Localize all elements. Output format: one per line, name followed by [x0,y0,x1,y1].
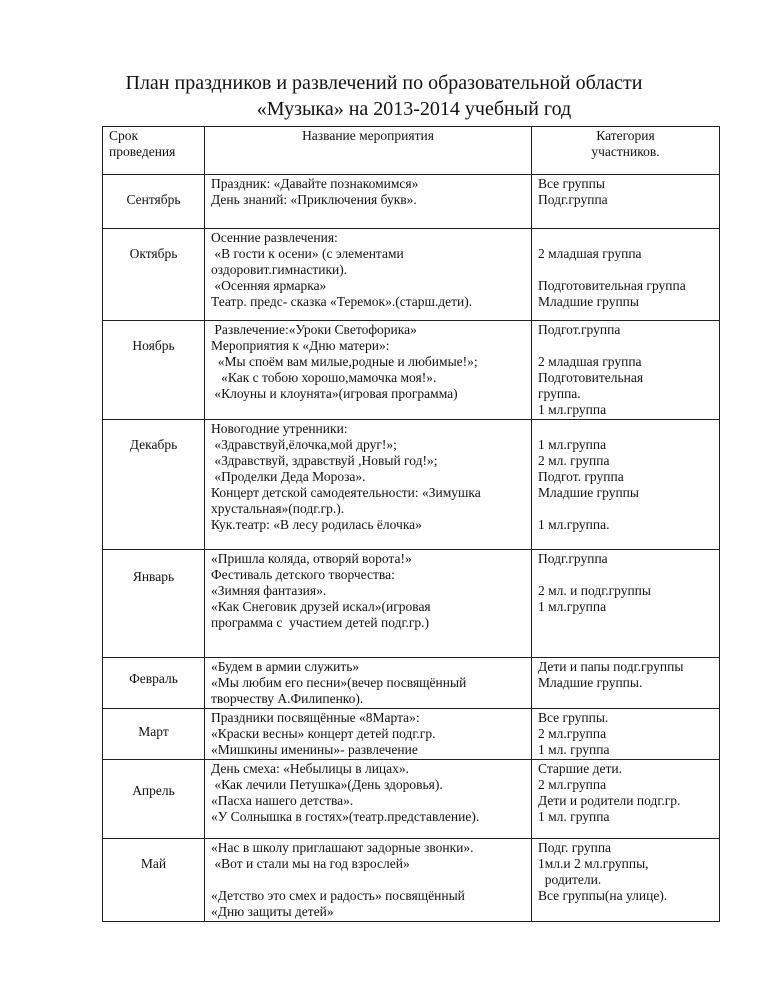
month-label: Сентябрь [126,192,181,207]
event-line: «Мы споём вам милые,родные и любимые!»; [211,354,478,369]
month-label: Декабрь [129,437,178,452]
event-line: «Дню защиты детей» [211,904,334,919]
month-cell [103,550,205,658]
event-line: программа с участием детей подг.гр.) [211,615,430,630]
header-category-line-2: участников. [591,144,660,159]
month-label: Ноябрь [132,338,175,353]
participant-line: 2 младшая группа [538,246,642,261]
table-row [103,175,720,229]
participant-line: родители. [538,872,602,887]
table-row [103,420,720,550]
document-title-line-1: План праздников и развлечений по образовательной области [125,72,643,94]
participants-cell [532,321,720,420]
event-line: Театр. предс- сказка «Теремок».(старш.дети). [211,294,473,309]
event-line: Фестиваль детского творчества: [211,567,395,582]
participant-line: 1 мл.группа [538,402,607,417]
event-line: «Как Снеговик друзей искал»(игровая [211,599,431,614]
event-line: Осенние развлечения: [211,230,338,245]
event-line: «Проделки Деда Мороза». [211,469,366,484]
participant-line: Подгот. группа [538,469,624,484]
event-line: хрустальная»(подг.гр.). [211,501,345,516]
participant-line: Подготовительная [538,370,644,385]
event-line: «Здравствуй,ёлочка,мой друг!»; [211,437,397,452]
table-header-row [103,127,720,175]
participant-line: 2 мл. и подг.группы [538,583,651,598]
header-category-line-1: Категория [596,128,655,143]
header-event-name: Название мероприятия [205,127,532,175]
participant-line: Подг. группа [538,840,612,855]
participant-line: 1 мл.группа [538,437,607,452]
header-term-line-1: Срок [109,128,139,143]
event-line: «Краски весны» концерт детей подг.гр. [211,726,436,741]
event-line: «Зимняя фантазия». [211,583,327,598]
participants-cell [532,839,720,922]
participant-line: 1мл.и 2 мл.группы, [538,856,649,871]
document-title-line-2: «Музыка» на 2013-2014 учебный год [256,98,572,120]
month-cell [103,420,205,550]
event-line: «Вот и стали мы на год взрослей» [211,856,410,871]
participant-line: Старшие дети. [538,761,622,776]
event-line: Праздник: «Давайте познакомимся» [211,176,419,191]
participant-line: Дети и папы подг.группы [538,659,684,674]
participant-line: группа. [538,386,581,401]
month-cell [103,658,205,709]
event-line [211,872,525,888]
participant-line: 1 мл. группа [538,809,610,824]
event-line: Новогодние утренники: [211,421,348,436]
header-term [103,127,205,175]
event-line: «Мы любим его песни»(вечер посвящённый [211,675,467,690]
table-row [103,550,720,658]
participant-line: Младшие группы [538,485,639,500]
participant-line: Подг.группа [538,192,608,207]
event-line: «Осенняя ярмарка» [211,278,327,293]
month-label: Октябрь [129,246,178,261]
event-line: «Как лечили Петушка»(День здоровья). [211,777,443,792]
participant-line: 1 мл. группа [538,742,610,757]
participant-line: 1 мл.группа [538,599,607,614]
participant-line: 2 мл.группа [538,726,607,741]
participant-line: 2 младшая группа [538,354,642,369]
events-cell [205,175,532,229]
header-category [532,127,720,175]
event-line: День знаний: «Приключения букв». [211,192,417,207]
month-cell [103,760,205,839]
participants-cell [532,229,720,321]
event-line: «Будем в армии служить» [211,659,360,674]
events-cell [205,229,532,321]
participant-line: Все группы(на улице). [538,888,668,903]
events-cell [205,550,532,658]
table-row [103,658,720,709]
participant-line: Подгот.группа [538,322,621,337]
participant-line: Все группы. [538,710,609,725]
event-line: Развлечение:«Уроки Светофорика» [211,322,417,337]
month-label: Март [138,724,169,739]
table-row [103,229,720,321]
participant-line [538,230,713,246]
month-label: Февраль [129,671,178,686]
participant-line: Подг.группа [538,551,608,566]
header-term-line-2: проведения [109,144,176,159]
participants-cell [532,550,720,658]
table-row [103,321,720,420]
event-line: творчеству А.Филипенко). [211,691,364,706]
participants-cell [532,658,720,709]
participant-line: 1 мл.группа. [538,517,610,532]
participant-line: Младшие группы. [538,675,643,690]
events-cell [205,658,532,709]
table-row [103,709,720,760]
participant-line: Младшие группы [538,294,639,309]
event-line: «У Солнышка в гостях»(театр.представление). [211,809,480,824]
event-line: «Мишкины именины»- развлечение [211,742,418,757]
month-cell [103,175,205,229]
participant-line [538,262,713,278]
event-line: оздоровит.гимнастики). [211,262,348,277]
participants-cell [532,709,720,760]
participant-line [538,501,713,517]
participants-cell [532,175,720,229]
event-line: «Детство это смех и радость» посвящённый [211,888,465,903]
participant-line: 2 мл.группа [538,777,607,792]
participants-cell [532,420,720,550]
event-line: Праздники посвящённые «8Марта»: [211,710,420,725]
event-line: «Пришла коляда, отворяй ворота!» [211,551,412,566]
participant-line: 2 мл. группа [538,453,610,468]
events-cell [205,760,532,839]
month-label: Январь [132,569,175,584]
event-line: Кук.театр: «В лесу родилась ёлочка» [211,517,422,532]
event-line: «Как с тобою хорошо,мамочка моя!». [211,370,437,385]
event-line: «Здравствуй, здравствуй ,Новый год!»; [211,453,438,468]
participant-line [538,421,713,437]
event-line: «Пасха нашего детства». [211,793,354,808]
participant-line: Подготовительная группа [538,278,686,293]
event-line: Мероприятия к «Дню матери»: [211,338,390,353]
event-line: «Клоуны и клоунята»(игровая программа) [211,386,458,401]
month-cell [103,839,205,922]
events-plan-table [102,126,720,922]
participant-line: Дети и родители подг.гр. [538,793,681,808]
event-line: «В гости к осени» (с элементами [211,246,404,261]
participants-cell [532,760,720,839]
table-row [103,760,720,839]
events-cell [205,420,532,550]
participant-line [538,338,713,354]
month-cell [103,321,205,420]
month-cell [103,229,205,321]
event-line: «Нас в школу приглашают задорные звонки». [211,840,474,855]
events-cell [205,321,532,420]
event-line: День смеха: «Небылицы в лицах». [211,761,410,776]
events-cell [205,839,532,922]
participant-line [538,567,713,583]
month-label: Май [140,856,167,871]
events-cell [205,709,532,760]
table-row [103,839,720,922]
event-line: Концерт детской самодеятельности: «Зимушка [211,485,481,500]
participant-line: Все группы [538,176,605,191]
month-label: Апрель [132,783,175,798]
month-cell [103,709,205,760]
